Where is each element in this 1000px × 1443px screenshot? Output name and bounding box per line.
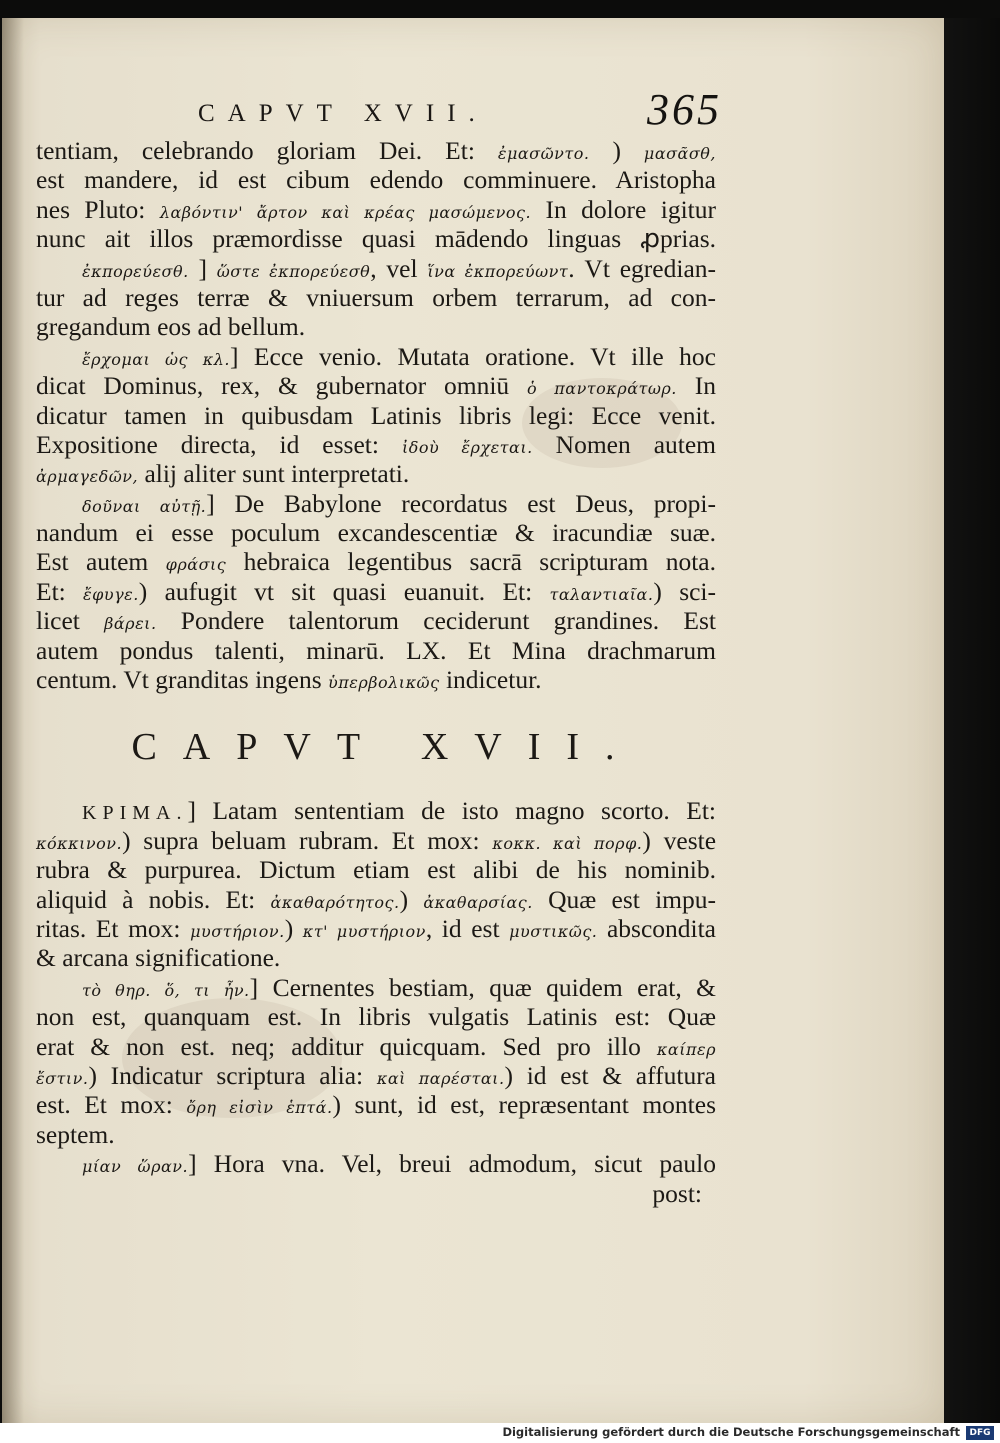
latin-text: septem.	[36, 1119, 115, 1149]
text-line	[36, 665, 716, 694]
funding-credit: Digitalisierung gefördert durch die Deutsche Forschungsgemeinschaft	[502, 1425, 960, 1439]
greek-phrase: ἀκαθαρότητος.	[270, 892, 400, 912]
latin-text: nes Pluto:	[36, 194, 160, 224]
latin-text: nunc ait illos præmordisse quasi mādendo linguas ꝓprias.	[36, 224, 716, 254]
latin-text: rubra & purpurea. Dictum etiam est alibi de his nominib.	[36, 855, 716, 885]
text-section-apocalypse-xvi	[36, 136, 716, 694]
greek-phrase: βάρει.	[104, 614, 157, 634]
latin-text: ) Indicatur scriptura alia:	[88, 1060, 377, 1090]
text-line	[36, 1032, 716, 1061]
page-number: 365	[647, 85, 722, 134]
latin-text: dicatur tamen in quibusdam Latinis libris legi: Ecce venit.	[36, 400, 716, 430]
latin-text: ] Latam sententiam de isto magno scorto. Et:	[187, 796, 716, 826]
latin-text: aliquid à nobis. Et:	[36, 884, 271, 914]
latin-text: Est autem	[36, 547, 166, 577]
text-line	[36, 826, 716, 855]
greek-phrase: ἔφυγε.	[83, 584, 139, 604]
latin-text: , vel	[370, 253, 428, 283]
greek-phrase: ἐμασῶντο.	[497, 144, 590, 163]
text-line	[36, 430, 716, 459]
text-line	[36, 1179, 716, 1208]
latin-text: tur ad reges terræ & vniuersum orbem terrarum, ad con-	[36, 282, 716, 312]
latin-text: autem pondus talenti, minarū. LX. Et Mina drachmarum	[36, 635, 716, 665]
greek-phrase: δοῦναι αὐτῇ.	[82, 496, 207, 516]
greek-phrase: μίαν ὥραν.	[82, 1157, 189, 1177]
latin-text: nandum ei esse poculum excandescentiæ & iracundiæ suæ.	[36, 518, 716, 548]
text-line	[36, 342, 716, 371]
latin-text: est mandere, id est cibum edendo comminuere. Aristopha	[36, 165, 716, 195]
scan-background	[944, 18, 1000, 1423]
latin-text: licet	[36, 606, 105, 636]
latin-text: centum. Vt granditas ingens	[36, 665, 329, 695]
dfg-logo-icon: DFG	[966, 1426, 994, 1440]
latin-text: ] Cernentes bestiam, quæ quidem erat, &	[249, 972, 717, 1002]
page-header	[2, 80, 946, 140]
latin-text: . Vt egredian-	[568, 253, 716, 283]
text-line	[36, 1061, 716, 1090]
latin-text: post:	[652, 1178, 702, 1208]
greek-phrase: λαβόντιν' ἄρτον καὶ κρέας μασώμενος.	[159, 202, 532, 222]
greek-phrase: ἔρχομαι ὡς κλ.	[82, 349, 230, 369]
latin-text: gregandum eos ad bellum.	[36, 312, 306, 342]
latin-text: est. Et mox:	[36, 1090, 187, 1120]
latin-text: indicetur.	[439, 665, 542, 695]
latin-text: ) aufugit vt sit quasi euanuit. Et:	[138, 576, 550, 606]
footer-bar	[0, 1423, 1000, 1443]
greek-phrase: ὄρη εἰσὶν ἑπτά.	[186, 1098, 333, 1118]
body-text	[36, 136, 716, 1208]
spine-shadow	[2, 18, 24, 1423]
latin-text: erat & non est. neq; additur quicquam. Sed pro illo	[36, 1031, 657, 1061]
greek-phrase: κοκκ. καὶ πορφ.	[492, 833, 643, 853]
greek-phrase: καὶ παρέσται.	[376, 1068, 505, 1088]
text-section-caput-xvii	[36, 796, 716, 1207]
text-line	[36, 165, 716, 194]
text-line	[36, 1002, 716, 1031]
greek-phrase: κόκκινον.	[36, 833, 123, 853]
text-line	[36, 224, 716, 253]
latin-text: In	[676, 371, 716, 401]
latin-text: tentiam, celebrando gloriam Dei. Et:	[36, 136, 498, 165]
text-line	[36, 943, 716, 972]
latin-text: Expositione directa, id esset:	[36, 429, 402, 459]
greek-phrase: ὁ παντοκράτωρ.	[527, 379, 677, 399]
latin-text: Et:	[36, 576, 84, 606]
latin-text: ) sunt, id est, repræsentant montes	[332, 1090, 716, 1120]
greek-phrase: φράσις	[165, 555, 227, 575]
text-line	[36, 459, 716, 488]
text-line	[36, 606, 716, 635]
latin-text: Nomen autem	[532, 429, 717, 459]
lemma-smallcaps: KPIMA.	[82, 802, 188, 825]
latin-text: ) sci-	[653, 576, 717, 606]
greek-phrase: τὸ θηρ. ὅ, τι ἦν.	[82, 980, 250, 1000]
book-page	[2, 18, 946, 1423]
greek-phrase: ἀκαθαρσίας.	[423, 892, 533, 912]
text-line	[36, 195, 716, 224]
latin-text: & arcana significatione.	[36, 943, 281, 973]
latin-text: )	[284, 913, 303, 943]
latin-text: non est, quanquam est. In libris vulgatis Latinis est: Quæ	[36, 1002, 716, 1032]
latin-text: ) veste	[642, 825, 717, 855]
greek-phrase: καίπερ	[656, 1039, 716, 1059]
greek-phrase: ὑπερβολικῶς	[328, 673, 440, 693]
latin-text: ritas. Et mox:	[36, 913, 191, 943]
chapter-heading: CAPVT XVII.	[131, 726, 641, 769]
text-line	[36, 1090, 716, 1119]
text-line	[36, 518, 716, 547]
latin-text: In dolore igitur	[531, 194, 716, 224]
text-line	[36, 885, 716, 914]
latin-text: , id est	[425, 913, 510, 943]
latin-text: Quæ est impu-	[532, 884, 716, 914]
text-line	[36, 312, 716, 341]
latin-text: ) supra beluam rubram. Et mox:	[122, 825, 493, 855]
greek-phrase: ὥστε ἐκπορεύεσθ	[216, 261, 371, 281]
text-line	[36, 1149, 716, 1178]
text-line	[36, 136, 716, 165]
latin-text: Pondere talentorum ceciderunt grandines. Est	[156, 606, 716, 636]
greek-phrase: μυστήριον.	[190, 921, 285, 941]
text-line	[36, 489, 716, 518]
greek-phrase: κτ' μυστήριον	[302, 921, 426, 941]
latin-text: ]	[188, 253, 217, 283]
text-line	[36, 547, 716, 576]
greek-phrase: ἀρμαγεδῶν,	[36, 467, 139, 487]
latin-text: alij aliter sunt interpretati.	[138, 459, 410, 489]
greek-phrase: ἐκπορεύεσθ.	[82, 261, 189, 281]
text-line	[36, 796, 716, 825]
latin-text: hebraica legentibus sacrā scripturam nota.	[226, 547, 717, 577]
greek-phrase: ταλαντιαῖα.	[549, 584, 654, 604]
latin-text: ] Hora vna. Vel, breui admodum, sicut paulo	[188, 1149, 716, 1179]
running-title: CAPVT XVII.	[198, 100, 488, 127]
text-line	[36, 855, 716, 884]
text-line	[36, 914, 716, 943]
latin-text: dicat Dominus, rex, & gubernator omniū	[36, 371, 528, 401]
greek-phrase: ἔστιν.	[36, 1068, 89, 1088]
latin-text: ] Ecce venio. Mutata oratione. Vt ille hoc	[229, 341, 716, 371]
text-line	[36, 636, 716, 665]
text-line	[36, 401, 716, 430]
text-line	[36, 577, 716, 606]
latin-text: ) id est & affutura	[504, 1060, 716, 1090]
text-line	[36, 254, 716, 283]
greek-phrase: μασᾶσθ,	[643, 144, 716, 163]
latin-text: ] De Babylone recordatus est Deus, propi-	[206, 488, 717, 518]
text-line	[36, 371, 716, 400]
greek-phrase: ἵνα ἐκπορεύωντ	[427, 261, 569, 281]
text-line	[36, 973, 716, 1002]
text-line	[36, 1120, 716, 1149]
latin-text: )	[399, 884, 424, 914]
latin-text: )	[589, 136, 644, 165]
latin-text: abscondita	[597, 913, 716, 943]
greek-phrase: μυστικῶς.	[509, 921, 598, 941]
greek-phrase: ἰδοὺ ἔρχεται.	[401, 437, 533, 457]
text-line	[36, 283, 716, 312]
